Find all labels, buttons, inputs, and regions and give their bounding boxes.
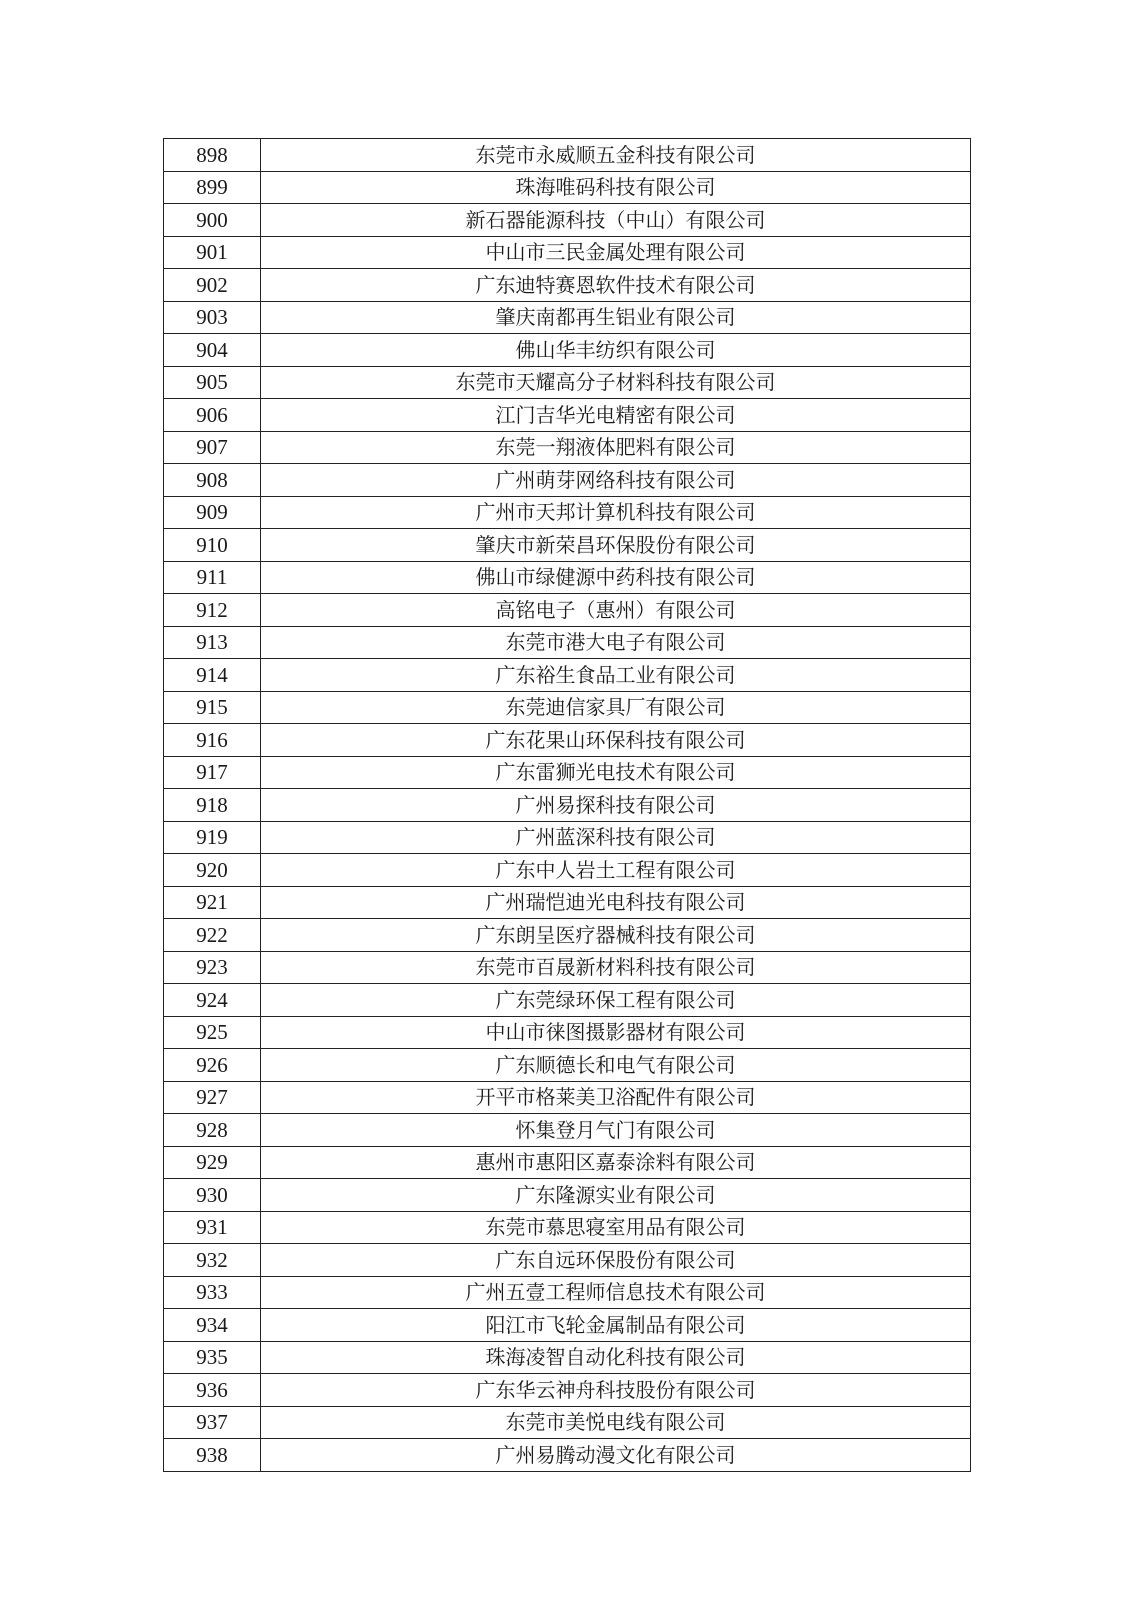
company-list-table — [163, 138, 971, 1472]
company-name: 中山市三民金属处理有限公司 — [261, 236, 971, 269]
row-number: 909 — [164, 496, 261, 529]
table-row — [164, 789, 971, 822]
company-name: 江门吉华光电精密有限公司 — [261, 399, 971, 432]
table-row — [164, 366, 971, 399]
company-name: 广东雷狮光电技术有限公司 — [261, 756, 971, 789]
row-number: 918 — [164, 789, 261, 822]
row-number: 932 — [164, 1244, 261, 1277]
company-name: 广东自远环保股份有限公司 — [261, 1244, 971, 1277]
table-row — [164, 1049, 971, 1082]
row-number: 913 — [164, 626, 261, 659]
table-row — [164, 919, 971, 952]
row-number: 902 — [164, 269, 261, 302]
table-row — [164, 756, 971, 789]
company-name: 东莞市美悦电线有限公司 — [261, 1406, 971, 1439]
table-row — [164, 984, 971, 1017]
table-row — [164, 301, 971, 334]
company-name: 广州市天邦计算机科技有限公司 — [261, 496, 971, 529]
table-row — [164, 886, 971, 919]
company-name: 东莞迪信家具厂有限公司 — [261, 691, 971, 724]
row-number: 921 — [164, 886, 261, 919]
row-number: 929 — [164, 1146, 261, 1179]
company-name: 东莞市慕思寝室用品有限公司 — [261, 1211, 971, 1244]
company-name: 广东裕生食品工业有限公司 — [261, 659, 971, 692]
table-row — [164, 1309, 971, 1342]
table-row — [164, 724, 971, 757]
row-number: 924 — [164, 984, 261, 1017]
company-list-body — [164, 139, 971, 1472]
company-name: 高铭电子（惠州）有限公司 — [261, 594, 971, 627]
company-name: 广东朗呈医疗器械科技有限公司 — [261, 919, 971, 952]
row-number: 911 — [164, 561, 261, 594]
table-row — [164, 1146, 971, 1179]
table-row — [164, 1276, 971, 1309]
row-number: 920 — [164, 854, 261, 887]
row-number: 905 — [164, 366, 261, 399]
company-name: 广州瑞恺迪光电科技有限公司 — [261, 886, 971, 919]
table-row — [164, 1016, 971, 1049]
table-row — [164, 821, 971, 854]
table-row — [164, 269, 971, 302]
company-name: 开平市格莱美卫浴配件有限公司 — [261, 1081, 971, 1114]
company-name: 阳江市飞轮金属制品有限公司 — [261, 1309, 971, 1342]
table-row — [164, 1244, 971, 1277]
company-name: 肇庆南都再生铝业有限公司 — [261, 301, 971, 334]
table-row — [164, 1439, 971, 1472]
table-row — [164, 626, 971, 659]
row-number: 928 — [164, 1114, 261, 1147]
table-row — [164, 1406, 971, 1439]
row-number: 937 — [164, 1406, 261, 1439]
company-name: 东莞市永威顺五金科技有限公司 — [261, 139, 971, 172]
company-name: 中山市徕图摄影器材有限公司 — [261, 1016, 971, 1049]
table-row — [164, 399, 971, 432]
table-row — [164, 1081, 971, 1114]
table-row — [164, 529, 971, 562]
table-row — [164, 659, 971, 692]
company-name: 佛山市绿健源中药科技有限公司 — [261, 561, 971, 594]
row-number: 919 — [164, 821, 261, 854]
row-number: 938 — [164, 1439, 261, 1472]
row-number: 936 — [164, 1374, 261, 1407]
company-name: 惠州市惠阳区嘉泰涂料有限公司 — [261, 1146, 971, 1179]
company-name: 珠海凌智自动化科技有限公司 — [261, 1341, 971, 1374]
row-number: 931 — [164, 1211, 261, 1244]
company-name: 广东迪特赛恩软件技术有限公司 — [261, 269, 971, 302]
company-name: 广东隆源实业有限公司 — [261, 1179, 971, 1212]
table-row — [164, 561, 971, 594]
company-name: 广东中人岩土工程有限公司 — [261, 854, 971, 887]
table-row — [164, 431, 971, 464]
table-row — [164, 594, 971, 627]
row-number: 917 — [164, 756, 261, 789]
row-number: 934 — [164, 1309, 261, 1342]
row-number: 899 — [164, 171, 261, 204]
row-number: 923 — [164, 951, 261, 984]
row-number: 910 — [164, 529, 261, 562]
row-number: 914 — [164, 659, 261, 692]
company-name: 佛山华丰纺织有限公司 — [261, 334, 971, 367]
row-number: 904 — [164, 334, 261, 367]
company-name: 珠海唯码科技有限公司 — [261, 171, 971, 204]
table-row — [164, 1341, 971, 1374]
table-row — [164, 496, 971, 529]
row-number: 900 — [164, 204, 261, 237]
company-name: 怀集登月气门有限公司 — [261, 1114, 971, 1147]
company-name: 东莞市港大电子有限公司 — [261, 626, 971, 659]
table-row — [164, 171, 971, 204]
company-name: 新石器能源科技（中山）有限公司 — [261, 204, 971, 237]
row-number: 927 — [164, 1081, 261, 1114]
row-number: 933 — [164, 1276, 261, 1309]
company-name: 广州易腾动漫文化有限公司 — [261, 1439, 971, 1472]
row-number: 906 — [164, 399, 261, 432]
company-name: 肇庆市新荣昌环保股份有限公司 — [261, 529, 971, 562]
row-number: 926 — [164, 1049, 261, 1082]
row-number: 901 — [164, 236, 261, 269]
row-number: 925 — [164, 1016, 261, 1049]
company-name: 广州萌芽网络科技有限公司 — [261, 464, 971, 497]
row-number: 903 — [164, 301, 261, 334]
company-name: 广州蓝深科技有限公司 — [261, 821, 971, 854]
table-row — [164, 204, 971, 237]
table-row — [164, 691, 971, 724]
table-row — [164, 951, 971, 984]
company-name: 东莞一翔液体肥料有限公司 — [261, 431, 971, 464]
table-row — [164, 1114, 971, 1147]
row-number: 922 — [164, 919, 261, 952]
company-name: 广东顺德长和电气有限公司 — [261, 1049, 971, 1082]
company-name: 东莞市百晟新材料科技有限公司 — [261, 951, 971, 984]
row-number: 898 — [164, 139, 261, 172]
table-row — [164, 139, 971, 172]
company-name: 广东华云神舟科技股份有限公司 — [261, 1374, 971, 1407]
company-name: 广州五壹工程师信息技术有限公司 — [261, 1276, 971, 1309]
company-name: 广东花果山环保科技有限公司 — [261, 724, 971, 757]
row-number: 912 — [164, 594, 261, 627]
company-name: 广州易探科技有限公司 — [261, 789, 971, 822]
row-number: 916 — [164, 724, 261, 757]
row-number: 907 — [164, 431, 261, 464]
table-row — [164, 334, 971, 367]
company-name: 东莞市天耀高分子材料科技有限公司 — [261, 366, 971, 399]
row-number: 930 — [164, 1179, 261, 1212]
table-row — [164, 464, 971, 497]
table-row — [164, 236, 971, 269]
table-row — [164, 854, 971, 887]
row-number: 908 — [164, 464, 261, 497]
row-number: 915 — [164, 691, 261, 724]
company-name: 广东莞绿环保工程有限公司 — [261, 984, 971, 1017]
table-row — [164, 1211, 971, 1244]
table-row — [164, 1179, 971, 1212]
table-row — [164, 1374, 971, 1407]
row-number: 935 — [164, 1341, 261, 1374]
